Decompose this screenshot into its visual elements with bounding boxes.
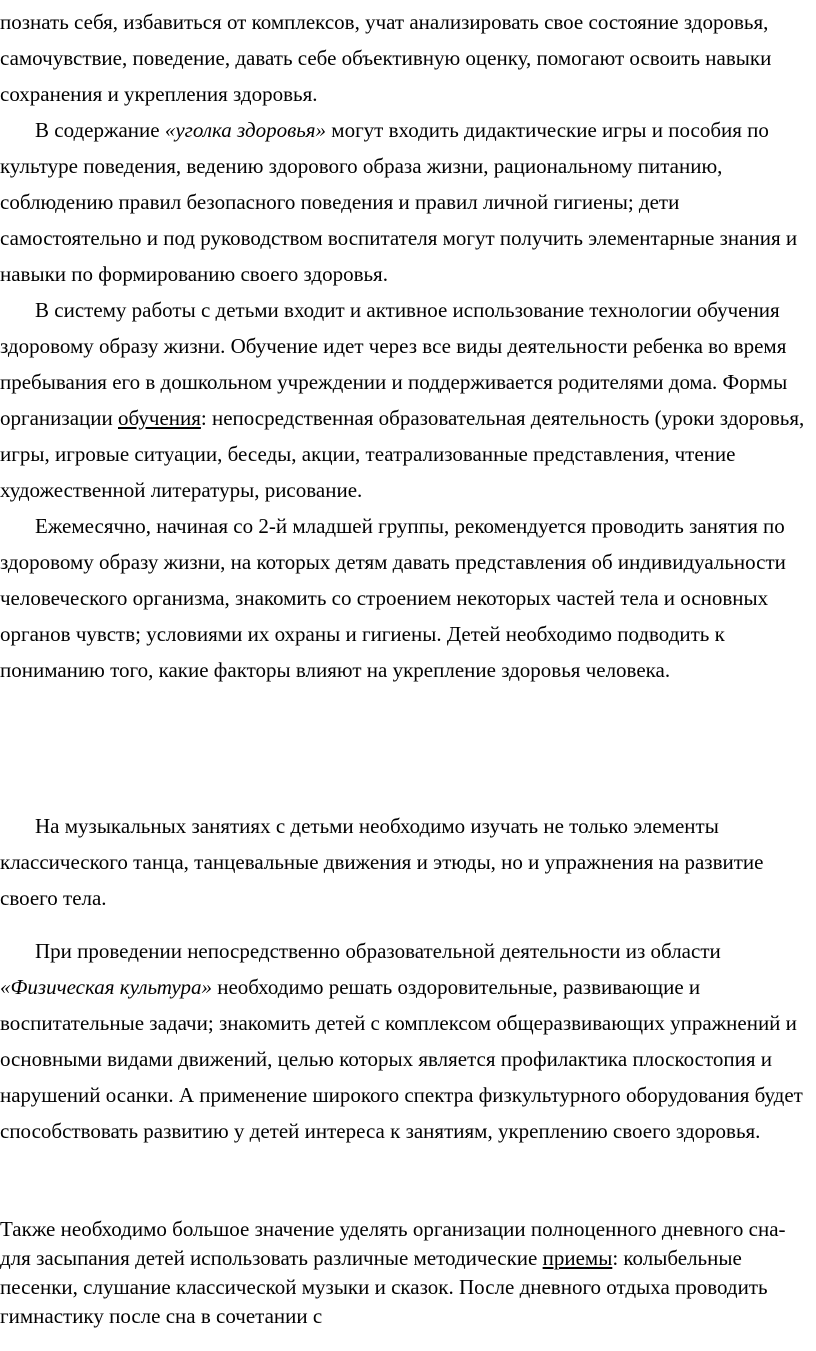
emphasis-physical-culture: «Физическая культура» [0,975,212,999]
link-obucheniya[interactable]: обучения [118,406,201,430]
paragraph-1: познать себя, избавиться от комплексов, учат анализировать свое состояние здоровья, самочувствие, поведение, давать себе объективную оценку, помогают освоить навыки сохранения и укрепления здоровья. [0,10,772,106]
emphasis-health-corner: «уголка здоровья» [164,118,327,142]
text-block-main [0,4,812,688]
paragraph-4: Ежемесячно, начиная со 2-й младшей группы, рекомендуется проводить занятия по здоровому образу жизни, на которых детям давать представления об индивидуальности человеческого организма, знакомить со строением некоторых частей тела и основных органов чувств; условиями их охраны и гигиены. Детей необходимо подводить к пониманию того, какие факторы влияют на укрепление здоровья человека. [0,514,786,682]
paragraph-3: В систему работы с детьми входит и активное использование технологии обучения здоровому образу жизни. Обучение идет через все виды деятельности ребенка во время пребывания его в дошкольном учреждении и поддерживается родителями дома. Формы организации обучения: непосредственная образовательная деятельность (уроки здоровья, игры, игровые ситуации, беседы, акции, театрализованные представления, чтение художественной литературы, рисование. [0,298,805,502]
link-priemy[interactable]: приемы [542,1246,613,1270]
paragraph-2: В содержание «уголка здоровья» могут входить дидактические игры и пособия по культуре поведения, ведению здорового образа жизни, рациональному питанию, соблюдению правил безопасного поведения и правил личной гигиены; дети самостоятельно и под руководством воспитателя могут получить элементарные знания и навыки по формированию своего здоровья. [0,118,798,286]
paragraph-7: Также необходимо большое значение уделять организации полноценного дневного сна- для засыпания детей использовать различные методические приемы: колыбельные песенки, слушание классической музыки и сказок. После дневного отдыха проводить гимнастику после сна в сочетании с [0,1217,786,1328]
paragraph-6: При проведении непосредственно образовательной деятельности из области «Физическая культура» необходимо решать оздоровительные, развивающие и воспитательные задачи; знакомить детей с комплексом общеразвивающих упражнений и основными видами движений, целью которых является профилактика плоскостопия и нарушений осанки. А применение широкого спектра физкультурного оборудования будет способствовать развитию у детей интереса к занятиям, укреплению своего здоровья. [0,939,803,1143]
paragraph-5: На музыкальных занятиях с детьми необходимо изучать не только элементы классического танца, танцевальные движения и этюды, но и упражнения на развитие своего тела. [0,814,764,910]
